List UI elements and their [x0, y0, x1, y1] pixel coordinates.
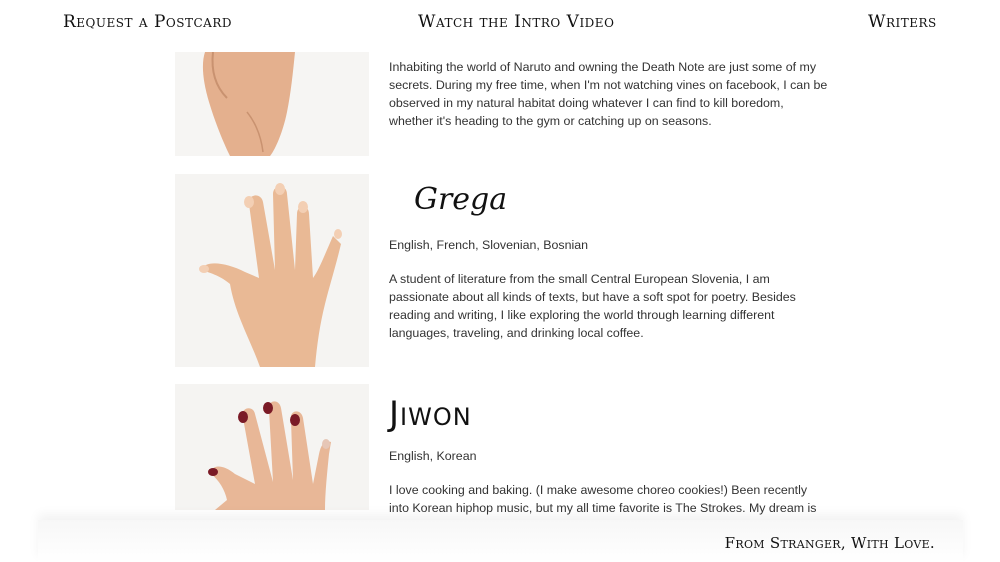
writer-signature: Grega [414, 182, 508, 217]
watch-intro-video-link[interactable]: Watch the Intro Video [418, 12, 615, 32]
writers-link[interactable]: Writers [868, 12, 937, 32]
writer-hand-photo [175, 384, 369, 510]
writer-languages: English, Korean [389, 449, 477, 463]
hand-image [175, 52, 369, 156]
footer-tagline: From Stranger, With Love. [724, 534, 935, 552]
footer-bar [38, 520, 963, 562]
writer-bio: I love cooking and baking. (I make awesome choreo cookies!) Been recently into Korean hiphop music, but my all time favorite is The Strokes. My dream is [389, 483, 817, 515]
writer-languages: English, French, Slovenian, Bosnian [389, 238, 589, 252]
writer-bio: Inhabiting the world of Naruto and owning the Death Note are just some of my secrets. During my free time, when I'm not watching vines on facebook, I can be observed in my natural habitat doing whatever I can find to kill boredom, whether it's heading to the gym or catching up on seasons. [389, 60, 828, 128]
request-postcard-link[interactable]: Request a Postcard [63, 12, 232, 32]
writer-hand-photo [175, 52, 369, 156]
hand-image [175, 384, 369, 510]
hand-image [175, 174, 369, 367]
writer-bio: A student of literature from the small Central European Slovenia, I am passionate about all kinds of texts, but have a soft spot for poetry. Besides reading and writing, I like exploring the world through learning different languages, traveling, and drinking local coffee. [389, 272, 796, 340]
writer-hand-photo [175, 174, 369, 367]
writer-signature: Jiwon [389, 394, 472, 434]
top-navigation [0, 0, 1000, 52]
